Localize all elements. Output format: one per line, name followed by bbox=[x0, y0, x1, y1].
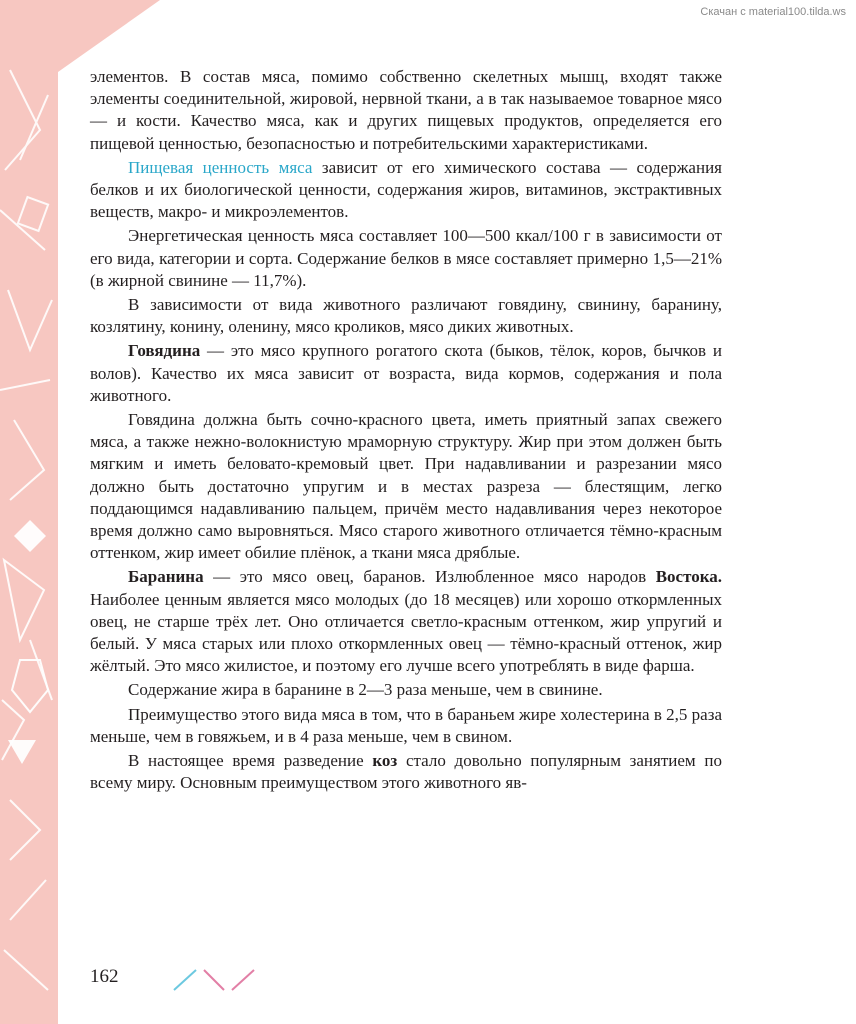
bold-term: коз bbox=[372, 751, 398, 771]
paragraph-text: — это мясо овец, баранов. Излюбленное мясо народов bbox=[203, 567, 656, 587]
paragraph bbox=[90, 157, 722, 224]
corner-decoration bbox=[0, 0, 160, 72]
paragraph bbox=[90, 566, 722, 677]
geometric-pattern bbox=[0, 0, 58, 1024]
paragraph-text: Наиболее ценным является мясо молодых (до 18 месяцев) или хорошо откормленных овец, не старше трёх лет. Оно отличается светло-красным оттенком, жир упругий и белый. У мяса старых или плохо откормленных овец — тёмно-красный оттенок, жир жёлтый. Это мясо жилистое, и поэтому его лучше всего употреблять в виде фарша. bbox=[90, 589, 722, 676]
bold-term: Баранина bbox=[128, 567, 204, 587]
paragraph: Содержание жира в баранине в 2—3 раза меньше, чем в свинине. bbox=[128, 680, 603, 700]
paragraph: В зависимости от вида животного различают говядину, свинину, баранину, козлятину, конину, оленину, мясо кроликов, мясо диких животных. bbox=[90, 295, 722, 337]
paragraph: Энергетическая ценность мяса составляет 100—500 ккал/100 г в зависимости от его вида, категории и сорта. Содержание белков в мясе составляет примерно 1,5—21% (в жирной свинине — 11,7%). bbox=[90, 226, 722, 290]
decorative-strokes bbox=[170, 966, 260, 994]
paragraph-text: В настоящее время разведение bbox=[128, 751, 373, 771]
paragraph: Преимущество этого вида мяса в том, что в бараньем жире холестерина в 2,5 раза меньше, чем в говяжьем, и в 4 раза меньше, чем в свином. bbox=[90, 704, 722, 746]
paragraph-text: зависит от его химического состава — содержания белков и их биологической ценности, содержания жиров, витаминов, экстрактивных веществ, макро- и микроэлементов. bbox=[90, 157, 722, 222]
paragraph: элементов. В состав мяса, помимо собственно скелетных мышц, входят также элементы соединительной, жировой, нервной ткани, а в так называемое товарное мясо — и кости. Качество мяса, как и других пищевых продуктов, определяется его пищевой ценностью, безопасностью и потребительскими характеристиками. bbox=[90, 67, 722, 153]
paragraph: Говядина должна быть сочно-красного цвета, иметь приятный запах свежего мяса, а также нежно-волокнистую мраморную структуру. Жир при этом должен быть мягким и иметь беловато-кремовый цвет. При надавливании и разрезании мясо должно быть достаточно упругим и в местах разреза — блестящим, легко поддающимся надавливанию пальцем, причём место надавливания через некоторое время должно само выровняться. Мясо старого животного отличается тёмно-красным оттенком, жир имеет обилие плёнок, а ткани мяса дряблые. bbox=[90, 410, 722, 563]
bold-term: Говядина bbox=[128, 341, 201, 361]
paragraph bbox=[90, 340, 722, 407]
page-number: 162 bbox=[90, 966, 119, 987]
page-body bbox=[90, 66, 722, 797]
paragraph bbox=[90, 750, 722, 794]
highlighted-term: Пищевая ценность мяса bbox=[128, 157, 313, 177]
bold-term: Востока. bbox=[655, 567, 722, 587]
paragraph-text: стало довольно популярным занятием по всему миру. Основным преимуществом этого животного яв- bbox=[90, 751, 722, 793]
paragraph-text: — это мясо крупного рогатого скота (быков, тёлок, коров, бычков и волов). Качество их мяса зависит от возраста, вида кормов, содержания и пола животного. bbox=[90, 341, 722, 405]
watermark: Скачан с material100.tilda.ws bbox=[700, 6, 846, 18]
decorative-side-band bbox=[0, 0, 58, 1024]
